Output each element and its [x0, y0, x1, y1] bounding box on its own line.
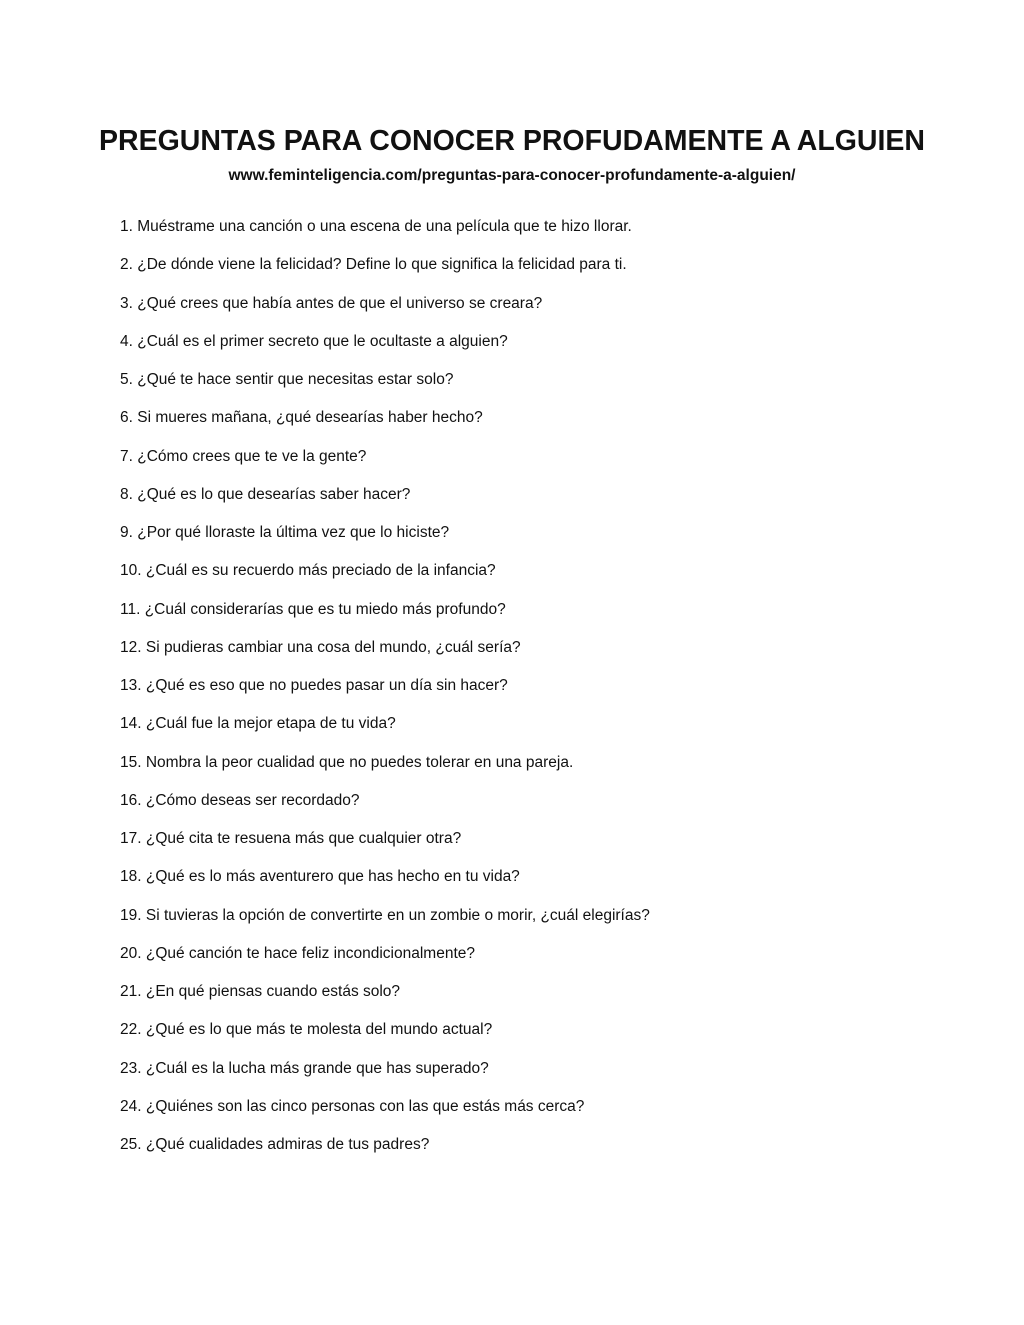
source-url: www.feminteligencia.com/preguntas-para-conocer-profundamente-a-alguien/	[228, 167, 796, 184]
question-item: 24. ¿Quiénes son las cinco personas con las que estás más cerca?	[120, 1097, 585, 1115]
question-item: 20. ¿Qué canción te hace feliz incondicionalmente?	[120, 944, 475, 962]
question-item: 13. ¿Qué es eso que no puedes pasar un día sin hacer?	[120, 677, 508, 694]
question-item: 22. ¿Qué es lo que más te molesta del mundo actual?	[120, 1021, 493, 1039]
question-item: 9. ¿Por qué lloraste la última vez que lo hiciste?	[120, 524, 450, 541]
question-item: 11. ¿Cuál considerarías que es tu miedo más profundo?	[120, 600, 506, 618]
question-item: 17. ¿Qué cita te resuena más que cualquier otra?	[120, 830, 462, 847]
question-item: 12. Si pudieras cambiar una cosa del mundo, ¿cuál sería?	[120, 638, 521, 656]
question-item: 14. ¿Cuál fue la mejor etapa de tu vida?	[120, 715, 396, 733]
question-item: 3. ¿Qué crees que había antes de que el universo se creara?	[120, 294, 543, 312]
question-item: 15. Nombra la peor cualidad que no puedes tolerar en una pareja.	[120, 753, 574, 771]
question-item: 6. Si mueres mañana, ¿qué desearías haber hecho?	[120, 409, 483, 427]
question-item: 10. ¿Cuál es su recuerdo más preciado de la infancia?	[120, 562, 496, 580]
document-title: PREGUNTAS PARA CONOCER PROFUDAMENTE A ALGUIEN	[99, 125, 925, 157]
question-item: 8. ¿Qué es lo que desearías saber hacer?	[120, 485, 411, 503]
question-item: 25. ¿Qué cualidades admiras de tus padres?	[120, 1136, 430, 1153]
question-item: 21. ¿En qué piensas cuando estás solo?	[120, 983, 401, 1000]
question-item: 16. ¿Cómo deseas ser recordado?	[120, 791, 360, 809]
question-item: 2. ¿De dónde viene la felicidad? Define lo que significa la felicidad para ti.	[120, 256, 627, 274]
question-item: 7. ¿Cómo crees que te ve la gente?	[120, 447, 367, 465]
question-item: 18. ¿Qué es lo más aventurero que has hecho en tu vida?	[120, 868, 520, 886]
question-item: 23. ¿Cuál es la lucha más grande que has superado?	[120, 1059, 489, 1077]
question-list	[120, 216, 920, 1172]
question-item: 1. Muéstrame una canción o una escena de una película que te hizo llorar.	[120, 218, 632, 235]
question-item: 4. ¿Cuál es el primer secreto que le ocultaste a alguien?	[120, 332, 508, 350]
question-item: 5. ¿Qué te hace sentir que necesitas estar solo?	[120, 371, 454, 388]
question-item: 19. Si tuvieras la opción de convertirte en un zombie o morir, ¿cuál elegirías?	[120, 906, 650, 924]
